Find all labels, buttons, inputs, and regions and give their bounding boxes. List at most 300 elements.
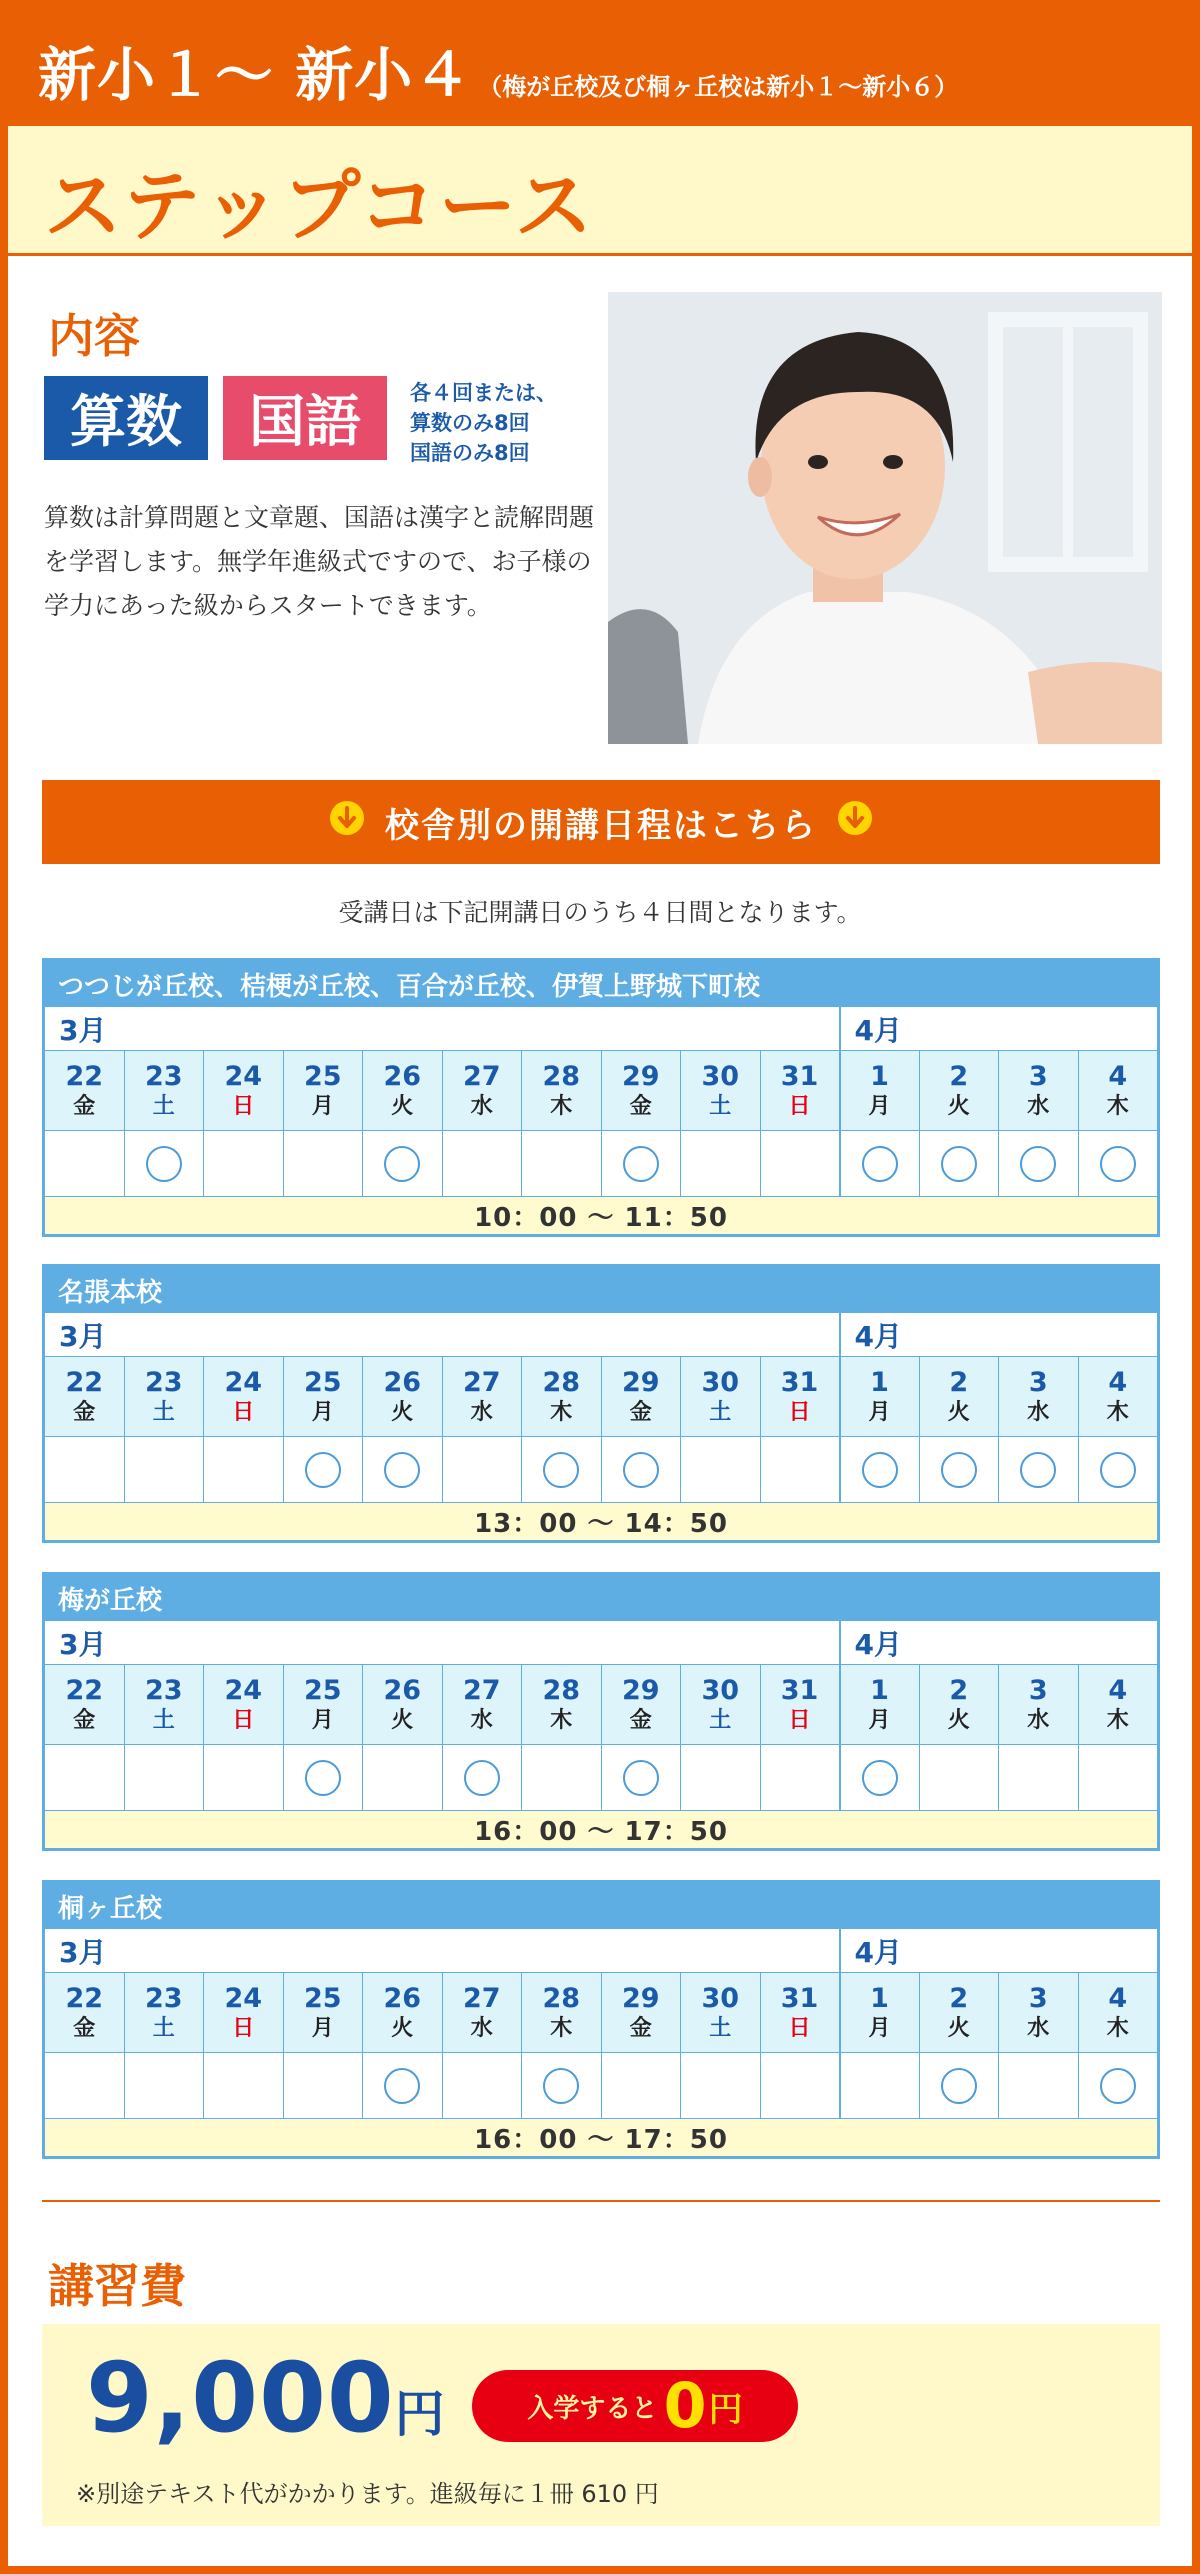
availability-cell [1078, 1437, 1158, 1503]
date-number: 31 [780, 1675, 819, 1707]
weekday-label: 日 [788, 1093, 811, 1119]
fee-amount [86, 2342, 446, 2454]
date-cell [283, 1973, 363, 2053]
date-cell [522, 1357, 602, 1437]
date-number: 26 [383, 1061, 422, 1093]
weekday-label: 水 [470, 1093, 493, 1119]
date-cell [442, 1357, 522, 1437]
campus-name: 名張本校 [44, 1266, 1158, 1312]
date-cell [601, 1665, 681, 1745]
date-number: 30 [701, 1367, 740, 1399]
date-cell [45, 1665, 125, 1745]
availability-cell [363, 1437, 443, 1503]
open-circle-icon [941, 2068, 977, 2104]
availability-cell [919, 1437, 999, 1503]
open-circle-icon [862, 1146, 898, 1182]
date-cell [919, 1973, 999, 2053]
time-row [45, 1811, 1158, 1849]
availability-cell [681, 1437, 761, 1503]
date-number: 28 [542, 1675, 581, 1707]
date-number: 29 [621, 1061, 660, 1093]
weekday-label: 火 [391, 1399, 414, 1425]
schedule-link-button[interactable] [42, 780, 1160, 864]
date-number: 3 [1028, 1367, 1048, 1399]
date-cell [1078, 1665, 1158, 1745]
date-row [45, 1973, 1158, 2053]
open-circle-icon [1100, 1146, 1136, 1182]
date-cell [601, 1051, 681, 1131]
weekday-label: 金 [73, 1399, 96, 1425]
availability-cell [204, 1131, 284, 1197]
lesson-count-line: 各４回または、 [410, 381, 557, 405]
date-cell [204, 1051, 284, 1131]
date-number: 24 [224, 1983, 263, 2015]
date-cell [124, 1973, 204, 2053]
date-number: 1 [870, 1061, 889, 1093]
date-number: 1 [870, 1675, 889, 1707]
availability-cell [760, 1745, 840, 1811]
date-cell [204, 1665, 284, 1745]
weekday-label: 水 [1027, 1093, 1050, 1119]
fee-box [42, 2324, 1160, 2526]
campus-name: 梅が丘校 [44, 1574, 1158, 1620]
weekday-label: 金 [629, 1093, 652, 1119]
free-badge-unit: 円 [708, 2389, 743, 2430]
weekday-label: 水 [470, 1707, 493, 1733]
date-cell [363, 1973, 443, 2053]
availability-cell [522, 1745, 602, 1811]
time-row [45, 2119, 1158, 2157]
weekday-label: 金 [629, 2015, 652, 2041]
date-number: 26 [383, 1675, 422, 1707]
availability-cell [363, 2053, 443, 2119]
open-circle-icon [305, 1760, 341, 1796]
weekday-label: 火 [391, 1707, 414, 1733]
availability-cell [999, 2053, 1079, 2119]
date-cell [760, 1665, 840, 1745]
date-number: 29 [621, 1367, 660, 1399]
date-cell [919, 1051, 999, 1131]
content-title: 内容 [48, 309, 140, 363]
availability-row [45, 2053, 1158, 2119]
availability-cell [124, 1131, 204, 1197]
weekday-label: 木 [550, 1707, 573, 1733]
availability-cell [45, 2053, 125, 2119]
course-description: 算数は計算問題と文章題、国語は漢字と読解問題を学習します。無学年進級式ですので、お子様の学力にあった級からスタートできます。 [44, 503, 595, 620]
availability-cell [919, 2053, 999, 2119]
weekday-label: 月 [868, 1399, 891, 1425]
weekday-label: 木 [1106, 1093, 1129, 1119]
date-number: 27 [462, 1983, 501, 2015]
lesson-count-line: 算数のみ8回 [410, 411, 530, 435]
weekday-label: 日 [232, 1707, 255, 1733]
open-circle-icon [862, 1760, 898, 1796]
open-circle-icon [941, 1146, 977, 1182]
date-row [45, 1357, 1158, 1437]
open-circle-icon [623, 1146, 659, 1182]
weekday-label: 日 [232, 1093, 255, 1119]
weekday-label: 水 [470, 1399, 493, 1425]
availability-cell [681, 2053, 761, 2119]
date-number: 27 [462, 1367, 501, 1399]
open-circle-icon [623, 1760, 659, 1796]
header-bar [8, 0, 1192, 126]
availability-cell [442, 1437, 522, 1503]
weekday-label: 金 [629, 1707, 652, 1733]
campus-name: 桐ヶ丘校 [44, 1882, 1158, 1928]
weekday-label: 日 [788, 1399, 811, 1425]
weekday-label: 火 [947, 1399, 970, 1425]
open-circle-icon [384, 1146, 420, 1182]
weekday-label: 火 [391, 2015, 414, 2041]
weekday-label: 金 [73, 1707, 96, 1733]
date-number: 2 [949, 1983, 969, 2015]
weekday-label: 土 [152, 1707, 175, 1733]
open-circle-icon [146, 1146, 182, 1182]
availability-cell [760, 1131, 840, 1197]
date-cell [363, 1357, 443, 1437]
date-cell [442, 1051, 522, 1131]
date-number: 23 [144, 1675, 183, 1707]
date-cell [999, 1051, 1079, 1131]
course-band [8, 126, 1192, 256]
date-cell [760, 1357, 840, 1437]
date-cell [681, 1665, 761, 1745]
weekday-label: 金 [629, 1399, 652, 1425]
open-circle-icon [384, 2068, 420, 2104]
date-number: 2 [949, 1061, 969, 1093]
availability-cell [442, 1745, 522, 1811]
date-cell [283, 1665, 363, 1745]
date-number: 25 [303, 1061, 342, 1093]
weekday-label: 金 [73, 2015, 96, 2041]
schedule-table [42, 1880, 1160, 2159]
availability-cell [522, 2053, 602, 2119]
date-number: 3 [1028, 1061, 1048, 1093]
open-circle-icon [543, 2068, 579, 2104]
weekday-label: 水 [470, 2015, 493, 2041]
weekday-label: 木 [1106, 1707, 1129, 1733]
availability-cell [919, 1745, 999, 1811]
date-number: 4 [1108, 1983, 1128, 2015]
date-number: 4 [1108, 1675, 1128, 1707]
date-row [45, 1665, 1158, 1745]
open-circle-icon [1020, 1452, 1056, 1488]
availability-cell [363, 1745, 443, 1811]
fee-amount-unit: 円 [394, 2385, 446, 2443]
availability-cell [681, 1745, 761, 1811]
availability-cell [760, 1437, 840, 1503]
open-circle-icon [1100, 2068, 1136, 2104]
weekday-label: 月 [868, 1093, 891, 1119]
availability-cell [124, 2053, 204, 2119]
weekday-label: 月 [311, 2015, 334, 2041]
date-cell [1078, 1051, 1158, 1131]
availability-cell [840, 2053, 920, 2119]
date-number: 31 [780, 1983, 819, 2015]
boy-illustration [608, 292, 1162, 744]
month-april: 4月 [840, 1007, 1158, 1051]
availability-row [45, 1131, 1158, 1197]
date-cell [840, 1973, 920, 2053]
lesson-count-line: 国語のみ8回 [410, 441, 530, 465]
fee-amount-value: 9,000 [86, 2342, 395, 2454]
month-row [45, 1929, 1158, 1973]
date-cell [999, 1973, 1079, 2053]
weekday-label: 土 [152, 2015, 175, 2041]
month-april: 4月 [840, 1313, 1158, 1357]
weekday-label: 月 [311, 1093, 334, 1119]
availability-cell [601, 1437, 681, 1503]
availability-cell [283, 1437, 363, 1503]
date-cell [522, 1665, 602, 1745]
open-circle-icon [384, 1452, 420, 1488]
schedule-table [42, 1572, 1160, 1851]
date-cell [760, 1051, 840, 1131]
availability-cell [204, 1437, 284, 1503]
date-cell [204, 1973, 284, 2053]
availability-cell [840, 1131, 920, 1197]
date-cell [999, 1357, 1079, 1437]
weekday-label: 木 [550, 1399, 573, 1425]
availability-cell [840, 1437, 920, 1503]
availability-cell [363, 1131, 443, 1197]
date-number: 3 [1028, 1675, 1048, 1707]
availability-cell [840, 1745, 920, 1811]
date-cell [919, 1357, 999, 1437]
date-number: 23 [144, 1061, 183, 1093]
date-cell [124, 1665, 204, 1745]
attendance-notice: 受講日は下記開講日のうち４日間となります。 [338, 898, 862, 927]
date-cell [601, 1973, 681, 2053]
date-cell [442, 1665, 522, 1745]
availability-cell [601, 2053, 681, 2119]
availability-cell [999, 1745, 1079, 1811]
date-cell [522, 1051, 602, 1131]
date-cell [840, 1357, 920, 1437]
date-cell [1078, 1357, 1158, 1437]
availability-cell [919, 1131, 999, 1197]
open-circle-icon [623, 1452, 659, 1488]
month-march: 3月 [45, 1621, 840, 1665]
section-divider [42, 2200, 1160, 2202]
weekday-label: 月 [868, 2015, 891, 2041]
date-number: 31 [780, 1367, 819, 1399]
date-number: 1 [870, 1367, 889, 1399]
time-row [45, 1197, 1158, 1235]
date-number: 4 [1108, 1061, 1128, 1093]
availability-cell [442, 2053, 522, 2119]
weekday-label: 火 [947, 2015, 970, 2041]
availability-cell [601, 1745, 681, 1811]
date-number: 1 [870, 1983, 889, 2015]
month-march: 3月 [45, 1929, 840, 1973]
schedule-table [42, 958, 1160, 1237]
date-cell [124, 1357, 204, 1437]
availability-cell [522, 1437, 602, 1503]
month-march: 3月 [45, 1313, 840, 1357]
math-badge: 算数 [44, 376, 208, 460]
weekday-label: 木 [550, 2015, 573, 2041]
month-april: 4月 [840, 1929, 1158, 1973]
weekday-label: 火 [391, 1093, 414, 1119]
availability-cell [283, 1131, 363, 1197]
campus-name: つつじが丘校、桔梗が丘校、百合が丘校、伊賀上野城下町校 [44, 960, 1158, 1006]
weekday-label: 木 [550, 1093, 573, 1119]
open-circle-icon [305, 1452, 341, 1488]
weekday-label: 月 [868, 1707, 891, 1733]
date-cell [45, 1051, 125, 1131]
weekday-label: 水 [1027, 2015, 1050, 2041]
availability-cell [45, 1745, 125, 1811]
availability-cell [681, 1131, 761, 1197]
date-cell [283, 1357, 363, 1437]
date-cell [919, 1665, 999, 1745]
date-cell [283, 1051, 363, 1131]
availability-cell [442, 1131, 522, 1197]
weekday-label: 金 [73, 1093, 96, 1119]
student-photo [608, 292, 1162, 744]
date-number: 26 [383, 1367, 422, 1399]
course-name: ステップコース [44, 162, 595, 252]
date-number: 26 [383, 1983, 422, 2015]
date-number: 25 [303, 1367, 342, 1399]
free-badge-prefix: 入学すると [527, 2393, 658, 2424]
date-number: 29 [621, 1983, 660, 2015]
open-circle-icon [543, 1452, 579, 1488]
weekday-label: 水 [1027, 1399, 1050, 1425]
grade-subtitle: （梅が丘校及び桐ヶ丘校は新小１〜新小６） [478, 73, 959, 101]
arrow-down-icon [329, 800, 365, 845]
weekday-label: 日 [232, 2015, 255, 2041]
weekday-label: 火 [947, 1093, 970, 1119]
date-cell [363, 1665, 443, 1745]
class-time: 16：00 〜 17：50 [45, 1811, 1158, 1849]
weekday-label: 土 [709, 2015, 732, 2041]
availability-row [45, 1437, 1158, 1503]
date-cell [760, 1973, 840, 2053]
date-number: 24 [224, 1061, 263, 1093]
date-number: 2 [949, 1675, 969, 1707]
date-cell [1078, 1973, 1158, 2053]
open-circle-icon [862, 1452, 898, 1488]
weekday-label: 木 [1106, 2015, 1129, 2041]
month-row [45, 1621, 1158, 1665]
date-number: 24 [224, 1367, 263, 1399]
open-circle-icon [941, 1452, 977, 1488]
date-cell [45, 1973, 125, 2053]
availability-cell [601, 1131, 681, 1197]
date-number: 22 [65, 1983, 104, 2015]
date-cell [522, 1973, 602, 2053]
month-april: 4月 [840, 1621, 1158, 1665]
date-cell [204, 1357, 284, 1437]
date-cell [124, 1051, 204, 1131]
date-cell [681, 1357, 761, 1437]
date-number: 22 [65, 1367, 104, 1399]
calendar-grid [44, 1620, 1158, 1849]
date-number: 28 [542, 1061, 581, 1093]
availability-cell [1078, 1131, 1158, 1197]
free-on-enrollment-badge [472, 2370, 798, 2442]
date-number: 31 [780, 1061, 819, 1093]
content-section [8, 256, 1192, 756]
weekday-label: 日 [788, 1707, 811, 1733]
date-number: 25 [303, 1675, 342, 1707]
weekday-label: 月 [311, 1707, 334, 1733]
weekday-label: 土 [152, 1093, 175, 1119]
availability-cell [999, 1437, 1079, 1503]
availability-cell [283, 2053, 363, 2119]
class-time: 13：00 〜 14：50 [45, 1503, 1158, 1541]
availability-row [45, 1745, 1158, 1811]
date-cell [681, 1051, 761, 1131]
date-number: 24 [224, 1675, 263, 1707]
date-number: 23 [144, 1983, 183, 2015]
date-number: 22 [65, 1675, 104, 1707]
availability-cell [1078, 2053, 1158, 2119]
date-cell [840, 1665, 920, 1745]
availability-cell [1078, 1745, 1158, 1811]
date-number: 30 [701, 1061, 740, 1093]
weekday-label: 土 [709, 1399, 732, 1425]
open-circle-icon [1020, 1146, 1056, 1182]
date-number: 27 [462, 1061, 501, 1093]
calendar-grid [44, 1006, 1158, 1235]
availability-cell [45, 1437, 125, 1503]
availability-cell [522, 1131, 602, 1197]
class-time: 10：00 〜 11：50 [45, 1197, 1158, 1235]
availability-cell [124, 1437, 204, 1503]
availability-cell [45, 1131, 125, 1197]
lesson-count-note [410, 378, 557, 468]
date-number: 4 [1108, 1367, 1128, 1399]
date-cell [999, 1665, 1079, 1745]
date-number: 28 [542, 1367, 581, 1399]
month-march: 3月 [45, 1007, 840, 1051]
fee-note: ※別途テキスト代がかかります。進級毎に１冊 610 円 [76, 2480, 659, 2508]
weekday-label: 日 [232, 1399, 255, 1425]
availability-cell [283, 1745, 363, 1811]
date-cell [363, 1051, 443, 1131]
japanese-badge: 国語 [223, 376, 387, 460]
schedule-table [42, 1264, 1160, 1543]
schedule-link-label: 校舎別の開講日程はこちら [385, 805, 817, 846]
weekday-label: 日 [788, 2015, 811, 2041]
date-cell [840, 1051, 920, 1131]
free-badge-zero: 0 [663, 2369, 707, 2442]
date-number: 3 [1028, 1983, 1048, 2015]
date-number: 25 [303, 1983, 342, 2015]
date-number: 29 [621, 1675, 660, 1707]
class-time: 16：00 〜 17：50 [45, 2119, 1158, 2157]
date-cell [45, 1357, 125, 1437]
weekday-label: 木 [1106, 1399, 1129, 1425]
date-cell [442, 1973, 522, 2053]
date-number: 30 [701, 1675, 740, 1707]
availability-cell [204, 1745, 284, 1811]
date-number: 30 [701, 1983, 740, 2015]
grade-title: 新小１〜 新小４ [38, 41, 473, 109]
calendar-grid [44, 1928, 1158, 2157]
date-row [45, 1051, 1158, 1131]
month-row [45, 1313, 1158, 1357]
availability-cell [204, 2053, 284, 2119]
date-number: 27 [462, 1675, 501, 1707]
date-number: 22 [65, 1061, 104, 1093]
date-cell [601, 1357, 681, 1437]
date-number: 2 [949, 1367, 969, 1399]
